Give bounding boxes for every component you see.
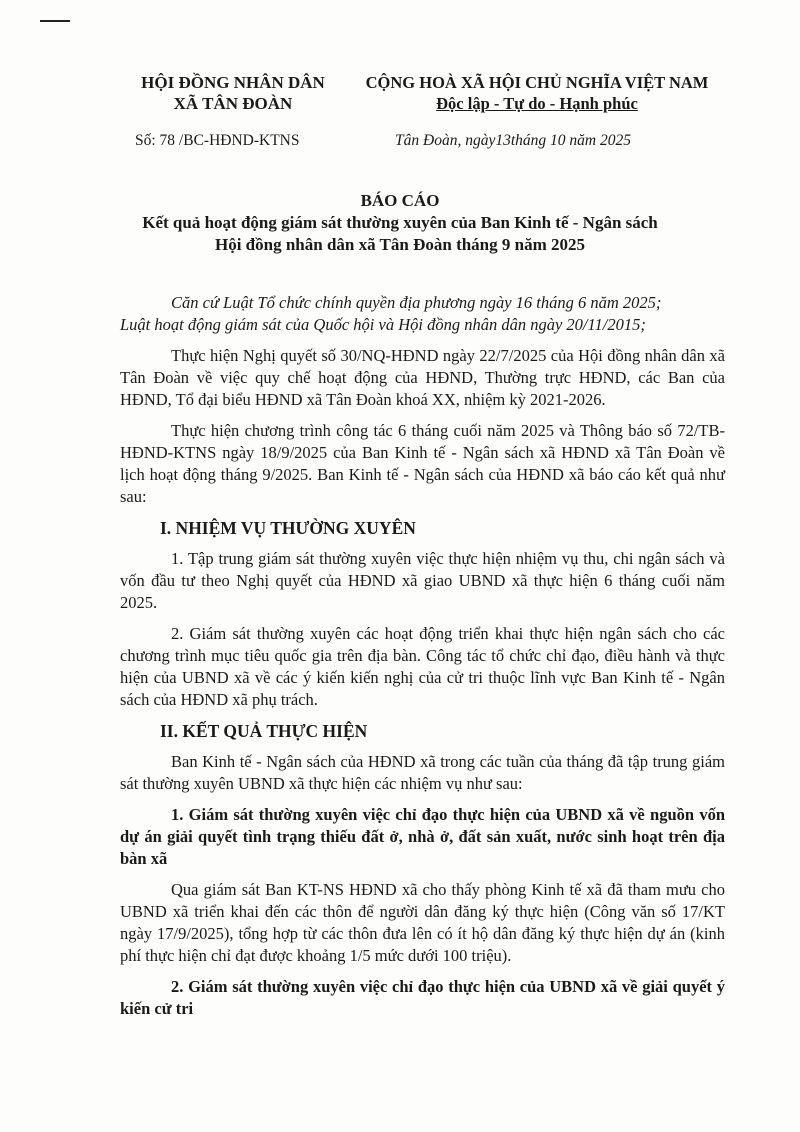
paragraph-2: Thực hiện chương trình công tác 6 tháng cuối năm 2025 và Thông báo số 72/TB-HĐND-KTNS ngày 18/9/2025 của Ban Kinh tế - Ngân sách xã HĐND xã Tân Đoàn về lịch hoạt động tháng 9/2025. Ban Kinh tế - Ngân sách của HĐND xã báo cáo kết quả như sau:: [120, 421, 725, 506]
org-name: HỘI ĐỒNG NHÂN DÂN: [141, 73, 325, 92]
title-sub-2: Hội đồng nhân dân xã Tân Đoàn tháng 9 năm 2025: [214, 235, 586, 254]
document-number: Số: 78 /BC-HĐND-KTNS: [135, 132, 300, 149]
place-date: Tân Đoàn, ngày13tháng 10 năm 2025: [395, 132, 631, 149]
section2-item-2-title: 2. Giám sát thường xuyên việc chỉ đạo thực hiện của UBND xã về giải quyết ý kiến cử tri: [120, 977, 725, 1018]
section-heading-1: I. NHIỆM VỤ THƯỜNG XUYÊN: [160, 518, 416, 538]
issuing-organization: [118, 72, 348, 114]
country-name: CỘNG HOÀ XÃ HỘI CHỦ NGHĨA VIỆT NAM: [365, 73, 709, 92]
section2-item-1-title: 1. Giám sát thường xuyên việc chỉ đạo thực hiện của UBND xã về nguồn vốn dự án giải quyết tình trạng thiếu đất ở, nhà ở, đất sản xuất, nước sinh hoạt trên địa bàn xã: [120, 805, 725, 868]
title-main: BÁO CÁO: [360, 191, 440, 210]
paragraph-1: Thực hiện Nghị quyết số 30/NQ-HĐND ngày 22/7/2025 của Hội đồng nhân dân xã Tân Đoàn về việc quy chế hoạt động của HĐND, Thường trực HĐND, các Ban của HĐND, Tổ đại biểu HĐND xã Tân Đoàn khoá XX, nhiệm kỳ 2021-2026.: [120, 346, 725, 409]
section2-intro: Ban Kinh tế - Ngân sách của HĐND xã trong các tuần của tháng đã tập trung giám sát thường xuyên UBND xã thực hiện các nhiệm vụ như sau:: [120, 752, 725, 793]
section2-item-1-text: Qua giám sát Ban KT-NS HĐND xã cho thấy phòng Kinh tế xã đã tham mưu cho UBND xã triển khai đến các thôn để người dân đăng ký thực hiện (Công văn số 17/KT ngày 17/9/2025), tổng hợp từ các thôn đưa lên có ít hộ dân đăng ký thực hiện dự án (kinh phí thực hiện chỉ đạt được khoảng 1/5 mức dưới 100 triệu).: [120, 880, 725, 965]
org-commune: XÃ TÂN ĐOÀN: [173, 94, 293, 113]
section-heading-2: II. KẾT QUẢ THỰC HIỆN: [160, 721, 368, 741]
national-header: [352, 72, 722, 114]
title-sub-1: Kết quả hoạt động giám sát thường xuyên của Ban Kinh tế - Ngân sách: [142, 213, 658, 232]
scan-mark: [40, 20, 70, 22]
legal-basis-2: Luật hoạt động giám sát của Quốc hội và Hội đồng nhân dân ngày 20/11/2015;: [120, 315, 646, 334]
legal-basis-1: Căn cứ Luật Tổ chức chính quyền địa phương ngày 16 tháng 6 năm 2025;: [171, 293, 662, 312]
report-body: [120, 292, 725, 1029]
national-motto: Độc lập - Tự do - Hạnh phúc: [436, 94, 638, 113]
section1-item-1: 1. Tập trung giám sát thường xuyên việc thực hiện nhiệm vụ thu, chi ngân sách và vốn đầu tư theo Nghị quyết của HĐND xã giao UBND xã thực hiện 6 tháng cuối năm 2025.: [120, 549, 725, 612]
section1-item-2: 2. Giám sát thường xuyên các hoạt động triển khai thực hiện ngân sách cho các chương trình mục tiêu quốc gia trên địa bàn. Công tác tổ chức chỉ đạo, điều hành và thực hiện của UBND xã về các ý kiến kiến nghị của cử tri thuộc lĩnh vực Ban Kinh tế - Ngân sách của HĐND xã phụ trách.: [120, 624, 725, 709]
report-title: [100, 190, 700, 256]
